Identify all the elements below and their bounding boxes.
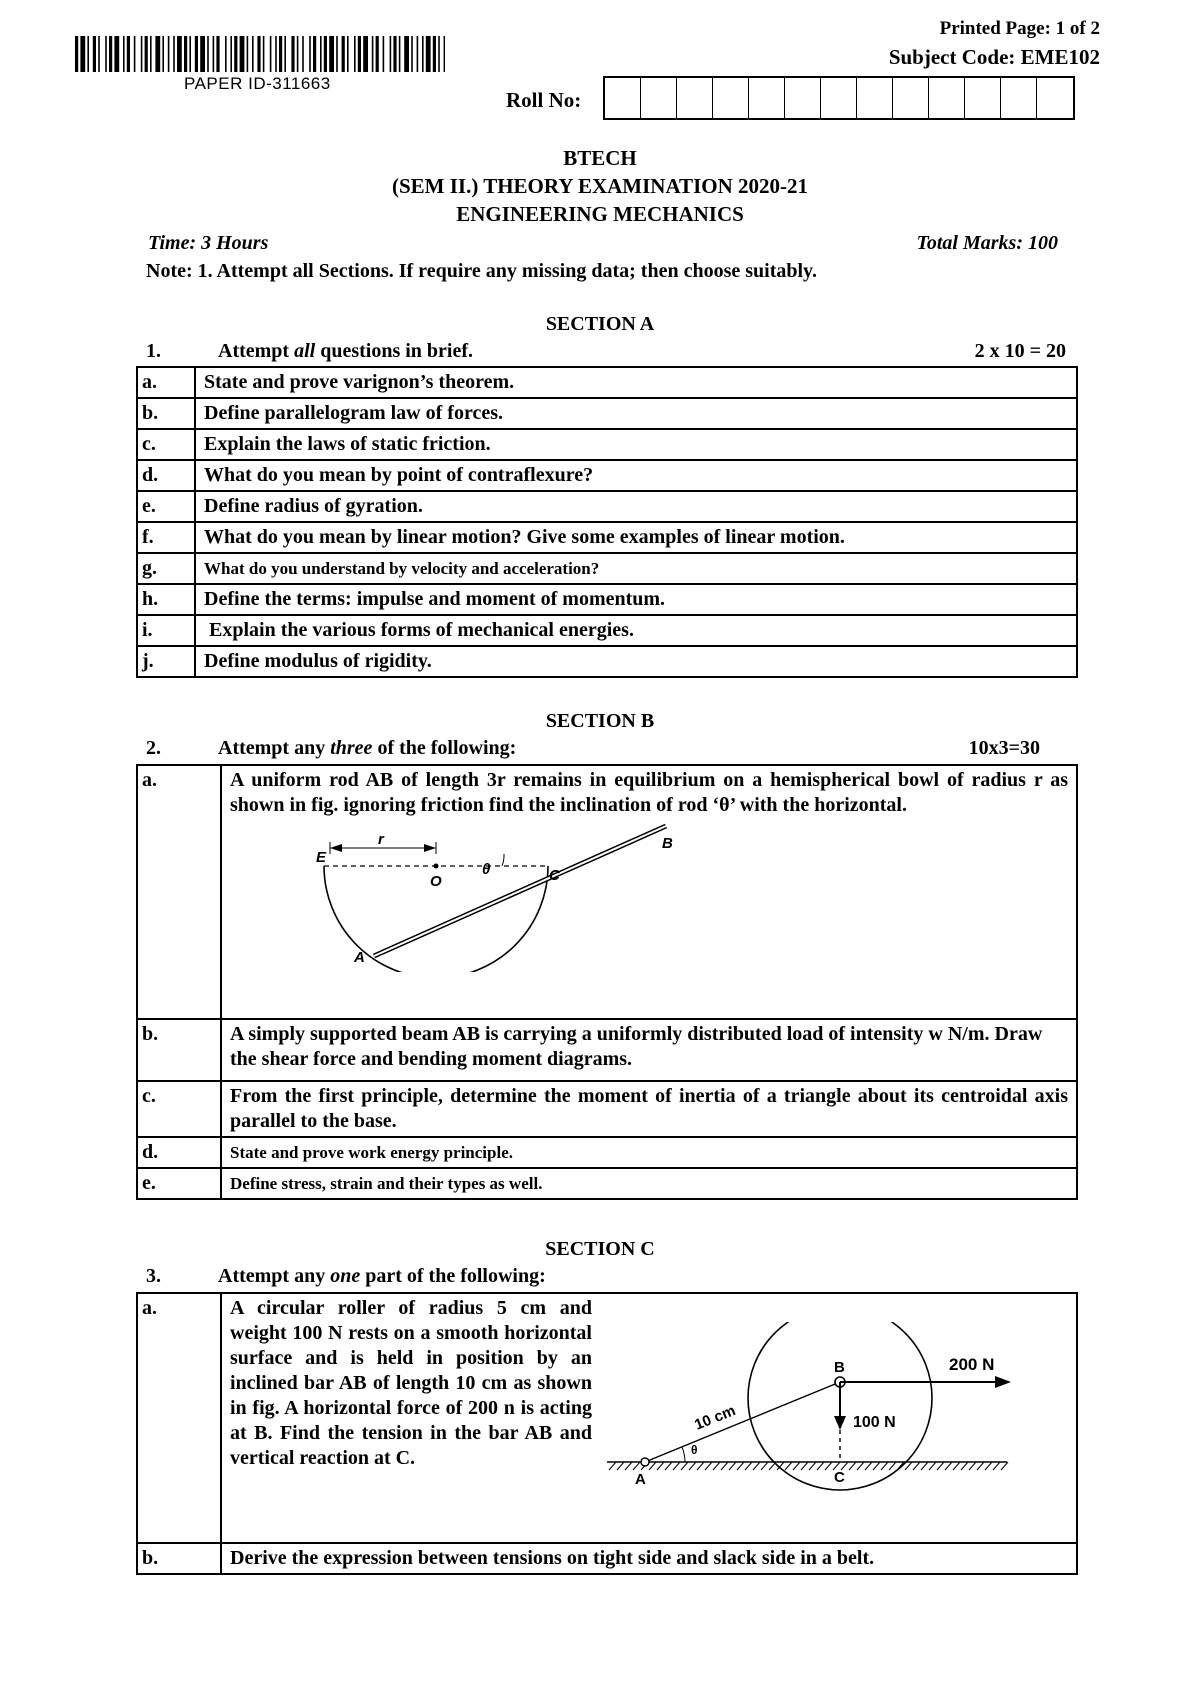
question-text: Explain the laws of static friction.: [195, 429, 1077, 460]
section-a-number: 1.: [146, 340, 161, 362]
table-row: [137, 615, 1077, 646]
subject-code-label: Subject Code: EME102: [888, 45, 1100, 69]
roll-digit-box[interactable]: [1037, 78, 1073, 118]
table-row: [137, 584, 1077, 615]
printed-page-label: Printed Page: 1 of 2: [939, 18, 1100, 39]
section-a-marks: 2 x 10 = 20: [974, 340, 1066, 362]
rod-in-bowl-figure: [266, 822, 686, 972]
roll-digit-box[interactable]: [929, 78, 965, 118]
section-a-instruction: Attempt all questions in brief.: [218, 340, 474, 362]
question-text: What do you understand by velocity and acceleration?: [195, 553, 1077, 584]
question-text: Define modulus of rigidity.: [195, 646, 1077, 677]
section-b-title: SECTION B: [545, 710, 655, 732]
section-a-table: [136, 366, 1078, 678]
roll-number-boxes[interactable]: [603, 76, 1075, 120]
label-o: O: [430, 873, 442, 890]
table-row: [137, 765, 1077, 1019]
total-marks-label: Total Marks: 100: [916, 232, 1058, 254]
bar-length-label: 10 cm: [692, 1402, 738, 1434]
roll-digit-box[interactable]: [1001, 78, 1037, 118]
question-text: A uniform rod AB of length 3r remains in equilibrium on a hemispherical bowl of radius r as shown in fig. ignoring friction find the inclination of rod ‘θ’ with the horizontal.: [230, 769, 1068, 816]
section-b-number: 2.: [146, 737, 161, 759]
question-text: Define radius of gyration.: [195, 491, 1077, 522]
label-theta: θ: [482, 861, 491, 878]
section-b-table: [136, 764, 1078, 1200]
roll-digit-box[interactable]: [713, 78, 749, 118]
label-b: B: [662, 835, 673, 852]
question-label: b.: [137, 1019, 221, 1081]
question-text: Define the terms: impulse and moment of momentum.: [195, 584, 1077, 615]
section-c-table: [136, 1292, 1078, 1575]
question-text: What do you mean by point of contraflexure?: [195, 460, 1077, 491]
table-row: [137, 1081, 1077, 1137]
section-c-instruction: Attempt any one part of the following:: [218, 1265, 546, 1287]
question-label: c.: [137, 1081, 221, 1137]
question-label: h.: [137, 584, 195, 615]
question-text: Define parallelogram law of forces.: [195, 398, 1077, 429]
label-c: C: [549, 867, 560, 884]
force-100n-label: 100 N: [853, 1414, 896, 1431]
time-label: Time: 3 Hours: [148, 232, 269, 254]
question-label: j.: [137, 646, 195, 677]
question-label: e.: [137, 491, 195, 522]
question-label: a.: [137, 765, 221, 1019]
point-c-label: C: [834, 1469, 845, 1486]
question-text: A simply supported beam AB is carrying a uniformly distributed load of intensity w N/m. Draw the shear force and bending moment diagrams.: [221, 1019, 1077, 1081]
point-a-label: A: [635, 1471, 646, 1488]
exam-title: (SEM II.) THEORY EXAMINATION 2020-21: [392, 174, 808, 198]
table-row: [137, 1137, 1077, 1168]
subject-title: ENGINEERING MECHANICS: [456, 202, 744, 226]
roll-digit-box[interactable]: [749, 78, 785, 118]
degree-title: BTECH: [563, 146, 637, 170]
paper-id: PAPER ID-311663: [184, 74, 331, 93]
question-label: g.: [137, 553, 195, 584]
question-text: A circular roller of radius 5 cm and weight 100 N rests on a smooth horizontal surface and is held in position by an inclined bar AB of length 10 cm as shown in fig. A horizontal force of 200 n is acting at B. Find the tension in the bar AB and vertical reaction at C.: [230, 1297, 592, 1469]
question-label: i.: [137, 615, 195, 646]
section-a-title: SECTION A: [545, 313, 655, 335]
table-row: [137, 522, 1077, 553]
question-label: d.: [137, 460, 195, 491]
roll-digit-box[interactable]: [857, 78, 893, 118]
question-text: Explain the various forms of mechanical energies.: [195, 615, 1077, 646]
table-row: [137, 553, 1077, 584]
table-row: [137, 1293, 1077, 1543]
question-label: c.: [137, 429, 195, 460]
label-a: A: [354, 949, 365, 966]
table-row: [137, 367, 1077, 398]
table-row: [137, 1168, 1077, 1199]
question-text: What do you mean by linear motion? Give some examples of linear motion.: [195, 522, 1077, 553]
roll-digit-box[interactable]: [785, 78, 821, 118]
question-label: e.: [137, 1168, 221, 1199]
table-row: [137, 460, 1077, 491]
roller-figure: [607, 1322, 1027, 1512]
roll-digit-box[interactable]: [677, 78, 713, 118]
roll-digit-box[interactable]: [605, 78, 641, 118]
table-row: [137, 646, 1077, 677]
table-row: [137, 491, 1077, 522]
question-label: b.: [137, 398, 195, 429]
roll-digit-box[interactable]: [893, 78, 929, 118]
table-row: [137, 1543, 1077, 1574]
question-label: f.: [137, 522, 195, 553]
table-row: [137, 429, 1077, 460]
roll-digit-box[interactable]: [641, 78, 677, 118]
section-b-instruction: Attempt any three of the following:: [218, 737, 517, 759]
angle-theta-label: θ: [691, 1443, 698, 1457]
section-b-marks: 10x3=30: [968, 737, 1040, 759]
label-e: E: [316, 849, 327, 866]
question-label: b.: [137, 1543, 221, 1574]
question-label: d.: [137, 1137, 221, 1168]
question-text: State and prove varignon’s theorem.: [195, 367, 1077, 398]
roll-digit-box[interactable]: [965, 78, 1001, 118]
question-label: a.: [137, 367, 195, 398]
roll-no-label: Roll No:: [506, 88, 582, 112]
point-b-label: B: [834, 1359, 845, 1376]
exam-note: Note: 1. Attempt all Sections. If require any missing data; then choose suitably.: [146, 260, 817, 282]
question-text: Derive the expression between tensions on tight side and slack side in a belt.: [221, 1543, 1077, 1574]
question-text: From the first principle, determine the moment of inertia of a triangle about its centroidal axis parallel to the base.: [221, 1081, 1077, 1137]
section-c-title: SECTION C: [545, 1238, 655, 1260]
table-row: [137, 1019, 1077, 1081]
question-label: a.: [137, 1293, 221, 1543]
label-r: r: [378, 831, 384, 848]
force-200n-label: 200 N: [949, 1355, 995, 1374]
question-text: State and prove work energy principle.: [221, 1137, 1077, 1168]
question-text: Define stress, strain and their types as well.: [221, 1168, 1077, 1199]
section-c-number: 3.: [146, 1265, 161, 1287]
roll-digit-box[interactable]: [821, 78, 857, 118]
barcode: [75, 36, 445, 72]
table-row: [137, 398, 1077, 429]
